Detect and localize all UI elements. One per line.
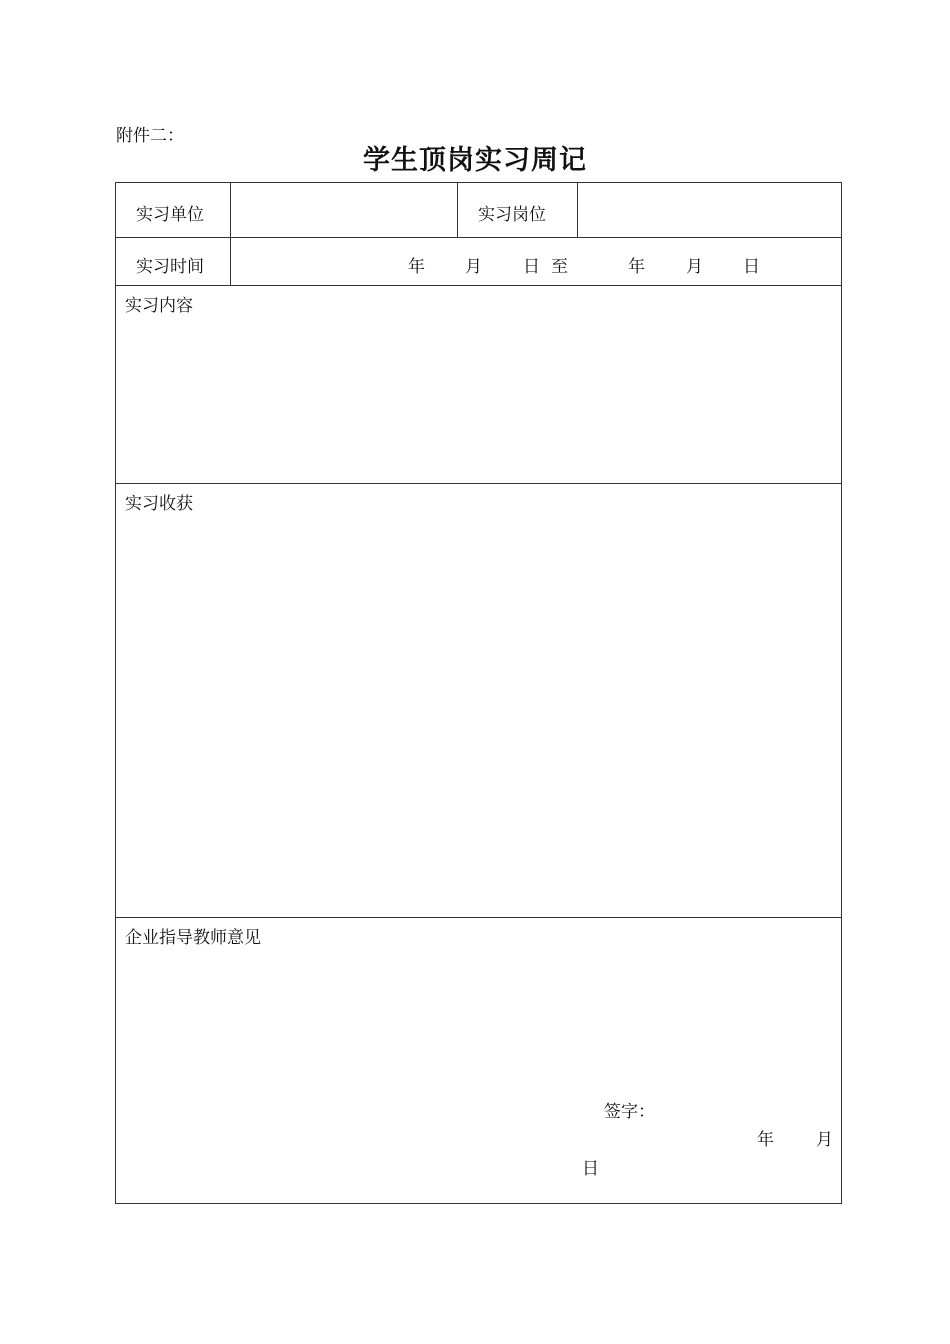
start-year: 年	[408, 257, 425, 277]
harvest-area[interactable]	[116, 513, 842, 917]
unit-label: 实习单位	[136, 205, 204, 225]
content-label: 实习内容	[125, 296, 193, 316]
date-separator: 至	[551, 257, 568, 277]
mentor-opinion-area[interactable]	[116, 947, 842, 1087]
time-label: 实习时间	[136, 257, 204, 277]
unit-field[interactable]	[231, 183, 457, 237]
row-divider	[116, 483, 841, 484]
column-divider	[457, 183, 458, 237]
harvest-label: 实习收获	[125, 494, 193, 514]
attachment-label: 附件二：	[116, 126, 184, 146]
row-divider	[116, 285, 841, 286]
sign-year: 年	[757, 1130, 774, 1150]
row-divider	[116, 917, 841, 918]
position-field[interactable]	[578, 183, 842, 237]
sign-month: 月	[816, 1130, 833, 1150]
end-year: 年	[628, 257, 645, 277]
content-area[interactable]	[116, 313, 842, 483]
position-label: 实习岗位	[478, 205, 546, 225]
page-title: 学生顶岗实习周记	[363, 145, 587, 176]
start-month: 月	[465, 257, 482, 277]
mentor-opinion-label: 企业指导教师意见	[125, 928, 261, 948]
start-day: 日	[523, 257, 540, 277]
end-month: 月	[686, 257, 703, 277]
weekly-journal-form	[115, 182, 842, 1204]
sign-day: 日	[582, 1159, 599, 1179]
signature-label: 签字：	[604, 1102, 655, 1122]
end-day: 日	[743, 257, 760, 277]
date-range-field[interactable]	[231, 238, 842, 285]
